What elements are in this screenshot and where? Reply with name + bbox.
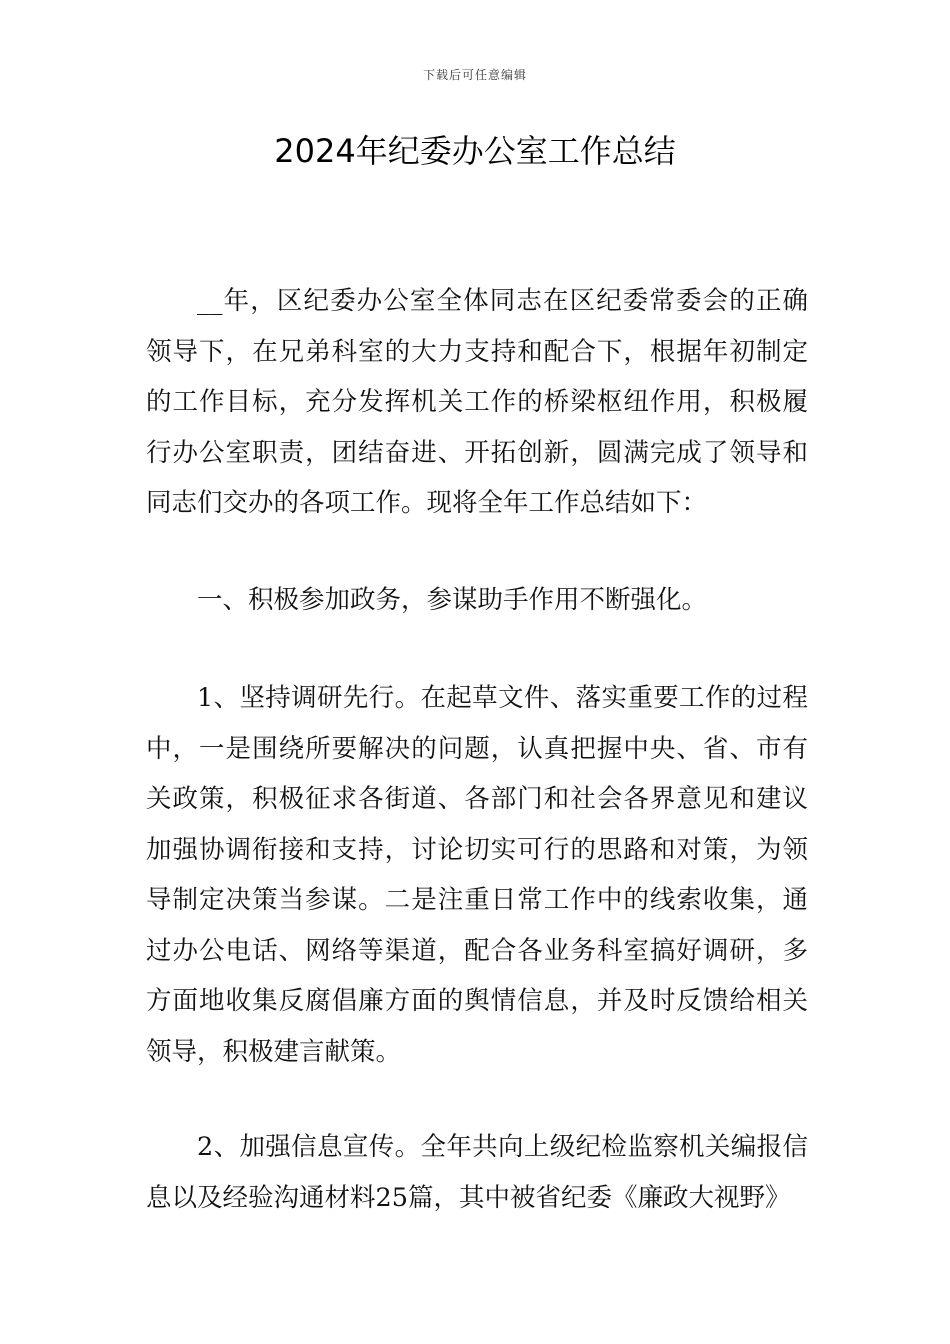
intro-paragraph: __年，区纪委办公室全体同志在区纪委常委会的正确领导下，在兄弟科室的大力支持和配合下，根据年初制定的工作目标，充分发挥机关工作的桥梁枢纽作用，积极履行办公室职责，团结奋进、开拓创新，圆满完成了领导和同志们交办的各项工作。现将全年工作总结如下： (146, 286, 808, 518)
document-title: 2024年纪委办公室工作总结 (274, 132, 676, 170)
item-paragraph-2: 2、加强信息宣传。全年共向上级纪检监察机关编报信息以及经验沟通材料25篇，其中被省纪委《廉政大视野》 (146, 1132, 808, 1213)
header-note: 下载后可任意编辑 (422, 68, 527, 82)
section-heading-1: 一、积极参加政务，参谋助手作用不断强化。 (197, 585, 708, 615)
item-paragraph-1: 1、坚持调研先行。在起草文件、落实重要工作的过程中，一是围绕所要解决的问题，认真把握中央、省、市有关政策，积极征求各街道、各部门和社会各界意见和建议加强协调衔接和支持，讨论切实可行的思路和对策，为领导制定决策当参谋。二是注重日常工作中的线索收集，通过办公电话、网络等渠道，配合各业务科室搞好调研，多方面地收集反腐倡廉方面的舆情信息，并及时反馈给相关领导，积极建言献策。 (146, 683, 808, 1067)
